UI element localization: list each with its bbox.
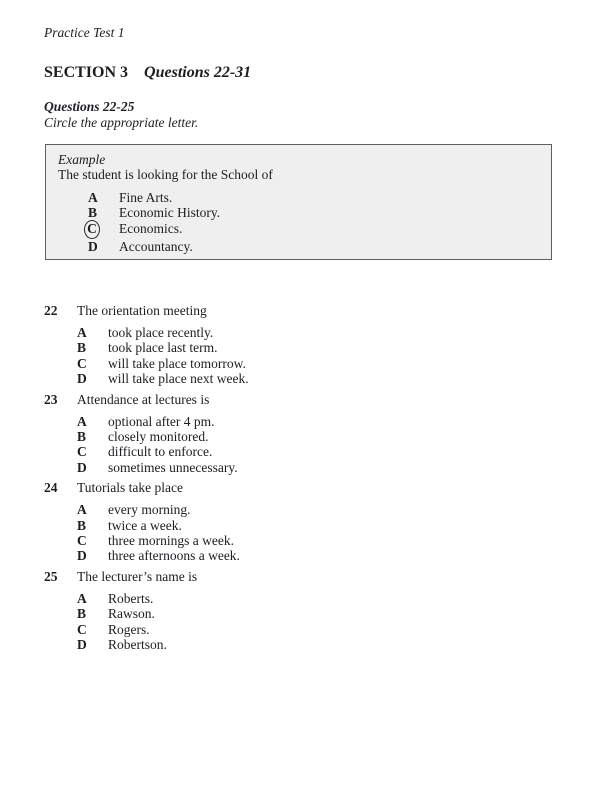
question-head bbox=[44, 303, 556, 319]
option-text: Robertson. bbox=[108, 637, 167, 653]
option-row bbox=[77, 518, 556, 533]
option-text: Economic History. bbox=[119, 205, 221, 221]
question-block bbox=[44, 303, 556, 387]
option-row bbox=[88, 190, 539, 205]
question-options bbox=[77, 502, 556, 564]
option-text: will take place tomorrow. bbox=[108, 355, 246, 371]
option-row bbox=[77, 429, 556, 444]
questions-list bbox=[44, 303, 556, 653]
option-text: three mornings a week. bbox=[108, 533, 234, 549]
option-text: took place recently. bbox=[108, 325, 214, 340]
option-text: every morning. bbox=[108, 502, 191, 518]
option-text: Rogers. bbox=[108, 621, 150, 637]
example-box bbox=[45, 144, 552, 260]
option-letter: A bbox=[77, 502, 87, 518]
option-letter: D bbox=[77, 637, 87, 653]
example-prompt: The student is looking for the School of bbox=[58, 167, 273, 182]
option-letter: D bbox=[77, 459, 87, 475]
option-letter: C bbox=[77, 533, 87, 549]
question-options bbox=[77, 414, 556, 476]
option-row bbox=[77, 444, 556, 459]
option-text: took place last term. bbox=[108, 340, 218, 356]
option-text: will take place next week. bbox=[108, 371, 249, 387]
option-row bbox=[77, 502, 556, 517]
option-text: Roberts. bbox=[108, 590, 154, 606]
question-text: Tutorials take place bbox=[77, 480, 183, 496]
option-text: Accountancy. bbox=[119, 238, 193, 254]
question-options bbox=[77, 325, 556, 387]
option-row bbox=[77, 622, 556, 637]
option-text: difficult to enforce. bbox=[108, 444, 213, 460]
question-text: The lecturer’s name is bbox=[77, 568, 198, 584]
option-text: three afternoons a week. bbox=[108, 548, 240, 564]
option-text: Economics. bbox=[119, 220, 183, 236]
option-row bbox=[77, 414, 556, 429]
option-row bbox=[88, 239, 539, 254]
option-row bbox=[88, 221, 539, 239]
option-letter: B bbox=[77, 606, 87, 622]
question-block bbox=[44, 480, 556, 564]
option-letter: B bbox=[88, 205, 98, 221]
option-text: Rawson. bbox=[108, 606, 155, 622]
option-row bbox=[88, 205, 539, 220]
option-text: Fine Arts. bbox=[119, 190, 173, 205]
option-letter: C bbox=[77, 444, 87, 460]
option-letter: A bbox=[88, 190, 98, 205]
section-heading bbox=[44, 63, 556, 82]
option-letter: D bbox=[88, 238, 98, 254]
question-block bbox=[44, 569, 556, 653]
option-row bbox=[77, 325, 556, 340]
question-head bbox=[44, 480, 556, 496]
option-letter: A bbox=[77, 590, 87, 606]
question-number: 22 bbox=[44, 303, 58, 318]
doc-header-title: Practice Test 1 bbox=[44, 25, 125, 40]
option-letter: C bbox=[77, 355, 87, 371]
option-text: closely monitored. bbox=[108, 429, 209, 445]
option-letter: B bbox=[77, 517, 87, 533]
section-questions-range: Questions 22-31 bbox=[144, 64, 252, 81]
option-letter: C bbox=[77, 621, 87, 637]
option-text: twice a week. bbox=[108, 517, 182, 533]
option-letter: A bbox=[77, 325, 87, 340]
option-row bbox=[77, 340, 556, 355]
question-group-title: Questions 22-25 bbox=[44, 99, 135, 114]
option-row bbox=[77, 460, 556, 475]
option-letter bbox=[88, 221, 119, 239]
example-options bbox=[88, 190, 539, 254]
option-row bbox=[77, 371, 556, 386]
example-label: Example bbox=[58, 152, 106, 167]
option-row bbox=[77, 356, 556, 371]
instruction-text: Circle the appropriate letter. bbox=[44, 115, 199, 130]
option-row bbox=[77, 591, 556, 606]
question-text: Attendance at lectures is bbox=[77, 391, 210, 407]
section-title: SECTION 3 bbox=[44, 64, 129, 81]
option-letter: B bbox=[77, 429, 87, 445]
option-text: optional after 4 pm. bbox=[108, 413, 215, 429]
option-text: sometimes unnecessary. bbox=[108, 459, 238, 475]
option-row bbox=[77, 637, 556, 652]
question-head bbox=[44, 569, 556, 585]
question-head bbox=[44, 392, 556, 408]
option-letter: B bbox=[77, 340, 87, 356]
question-block bbox=[44, 392, 556, 476]
question-number: 25 bbox=[44, 568, 58, 584]
option-row bbox=[77, 548, 556, 563]
option-row bbox=[77, 533, 556, 548]
question-options bbox=[77, 591, 556, 653]
option-letter: A bbox=[77, 413, 87, 429]
option-letter: D bbox=[77, 371, 87, 387]
question-number: 24 bbox=[44, 480, 58, 496]
option-row bbox=[77, 606, 556, 621]
question-text: The orientation meeting bbox=[77, 303, 207, 318]
option-letter: D bbox=[77, 548, 87, 564]
question-number: 23 bbox=[44, 391, 58, 407]
circled-answer-mark: C bbox=[84, 220, 100, 239]
